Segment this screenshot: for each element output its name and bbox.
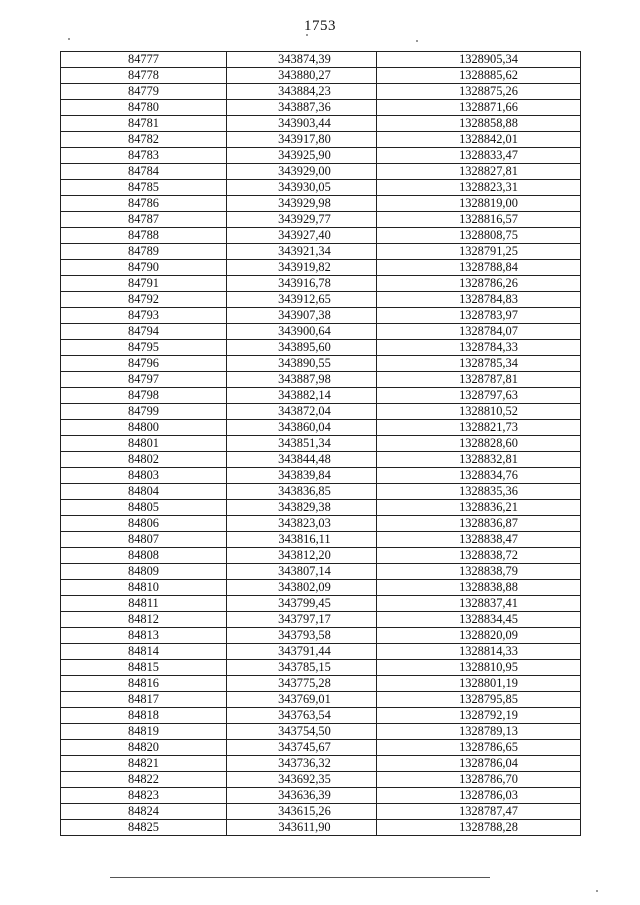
- table-row: [61, 356, 581, 372]
- point-number-cell: 84785: [61, 180, 227, 196]
- x-coordinate-cell: 343785,15: [227, 660, 377, 676]
- table-row: [61, 660, 581, 676]
- y-coordinate-cell: 1328819,00: [377, 196, 581, 212]
- y-coordinate-cell: 1328784,83: [377, 292, 581, 308]
- point-number-cell: 84814: [61, 644, 227, 660]
- x-coordinate-cell: 343807,14: [227, 564, 377, 580]
- point-number-cell: 84779: [61, 84, 227, 100]
- x-coordinate-cell: 343775,28: [227, 676, 377, 692]
- table-row: [61, 596, 581, 612]
- point-number-cell: 84821: [61, 756, 227, 772]
- table-row: [61, 516, 581, 532]
- table-row: [61, 644, 581, 660]
- x-coordinate-cell: 343823,03: [227, 516, 377, 532]
- table-row: [61, 148, 581, 164]
- table-row: [61, 196, 581, 212]
- x-coordinate-cell: 343916,78: [227, 276, 377, 292]
- point-number-cell: 84790: [61, 260, 227, 276]
- y-coordinate-cell: 1328836,87: [377, 516, 581, 532]
- point-number-cell: 84801: [61, 436, 227, 452]
- y-coordinate-cell: 1328835,36: [377, 484, 581, 500]
- point-number-cell: 84788: [61, 228, 227, 244]
- y-coordinate-cell: 1328827,81: [377, 164, 581, 180]
- table-row: [61, 260, 581, 276]
- x-coordinate-cell: 343802,09: [227, 580, 377, 596]
- point-number-cell: 84820: [61, 740, 227, 756]
- x-coordinate-cell: 343791,44: [227, 644, 377, 660]
- point-number-cell: 84782: [61, 132, 227, 148]
- table-row: [61, 212, 581, 228]
- table-row: [61, 772, 581, 788]
- table-row: [61, 692, 581, 708]
- point-number-cell: 84822: [61, 772, 227, 788]
- y-coordinate-cell: 1328836,21: [377, 500, 581, 516]
- table-row: [61, 484, 581, 500]
- y-coordinate-cell: 1328834,45: [377, 612, 581, 628]
- x-coordinate-cell: 343921,34: [227, 244, 377, 260]
- point-number-cell: 84824: [61, 804, 227, 820]
- y-coordinate-cell: 1328820,09: [377, 628, 581, 644]
- y-coordinate-cell: 1328838,79: [377, 564, 581, 580]
- y-coordinate-cell: 1328784,07: [377, 324, 581, 340]
- point-number-cell: 84796: [61, 356, 227, 372]
- table-row: [61, 388, 581, 404]
- scan-speck: [306, 34, 308, 36]
- y-coordinate-cell: 1328885,62: [377, 68, 581, 84]
- y-coordinate-cell: 1328788,84: [377, 260, 581, 276]
- point-number-cell: 84792: [61, 292, 227, 308]
- point-number-cell: 84800: [61, 420, 227, 436]
- y-coordinate-cell: 1328795,85: [377, 692, 581, 708]
- table-row: [61, 420, 581, 436]
- table-row: [61, 724, 581, 740]
- table-row: [61, 84, 581, 100]
- point-number-cell: 84812: [61, 612, 227, 628]
- table-row: [61, 676, 581, 692]
- point-number-cell: 84793: [61, 308, 227, 324]
- table-row: [61, 228, 581, 244]
- table-row: [61, 436, 581, 452]
- y-coordinate-cell: 1328801,19: [377, 676, 581, 692]
- y-coordinate-cell: 1328810,52: [377, 404, 581, 420]
- point-number-cell: 84823: [61, 788, 227, 804]
- point-number-cell: 84809: [61, 564, 227, 580]
- scan-bottom-line: [110, 877, 490, 878]
- x-coordinate-cell: 343880,27: [227, 68, 377, 84]
- x-coordinate-cell: 343844,48: [227, 452, 377, 468]
- point-number-cell: 84786: [61, 196, 227, 212]
- point-number-cell: 84787: [61, 212, 227, 228]
- table-row: [61, 276, 581, 292]
- y-coordinate-cell: 1328786,04: [377, 756, 581, 772]
- y-coordinate-cell: 1328832,81: [377, 452, 581, 468]
- y-coordinate-cell: 1328783,97: [377, 308, 581, 324]
- x-coordinate-cell: 343839,84: [227, 468, 377, 484]
- x-coordinate-cell: 343754,50: [227, 724, 377, 740]
- page-number: 1753: [304, 18, 336, 34]
- point-number-cell: 84816: [61, 676, 227, 692]
- x-coordinate-cell: 343692,35: [227, 772, 377, 788]
- x-coordinate-cell: 343860,04: [227, 420, 377, 436]
- table-row: [61, 756, 581, 772]
- point-number-cell: 84804: [61, 484, 227, 500]
- x-coordinate-cell: 343769,01: [227, 692, 377, 708]
- table-row: [61, 548, 581, 564]
- x-coordinate-cell: 343745,67: [227, 740, 377, 756]
- x-coordinate-cell: 343887,36: [227, 100, 377, 116]
- table-row: [61, 180, 581, 196]
- table-row: [61, 324, 581, 340]
- x-coordinate-cell: 343799,45: [227, 596, 377, 612]
- y-coordinate-cell: 1328875,26: [377, 84, 581, 100]
- x-coordinate-cell: 343874,39: [227, 52, 377, 68]
- point-number-cell: 84799: [61, 404, 227, 420]
- y-coordinate-cell: 1328834,76: [377, 468, 581, 484]
- table-row: [61, 580, 581, 596]
- y-coordinate-cell: 1328786,65: [377, 740, 581, 756]
- point-number-cell: 84791: [61, 276, 227, 292]
- x-coordinate-cell: 343927,40: [227, 228, 377, 244]
- y-coordinate-cell: 1328871,66: [377, 100, 581, 116]
- y-coordinate-cell: 1328833,47: [377, 148, 581, 164]
- x-coordinate-cell: 343895,60: [227, 340, 377, 356]
- y-coordinate-cell: 1328905,34: [377, 52, 581, 68]
- x-coordinate-cell: 343636,39: [227, 788, 377, 804]
- x-coordinate-cell: 343763,54: [227, 708, 377, 724]
- y-coordinate-cell: 1328828,60: [377, 436, 581, 452]
- point-number-cell: 84802: [61, 452, 227, 468]
- point-number-cell: 84797: [61, 372, 227, 388]
- table-row: [61, 564, 581, 580]
- y-coordinate-cell: 1328789,13: [377, 724, 581, 740]
- point-number-cell: 84815: [61, 660, 227, 676]
- table-row: [61, 708, 581, 724]
- point-number-cell: 84825: [61, 820, 227, 836]
- x-coordinate-cell: 343912,65: [227, 292, 377, 308]
- table-row: [61, 740, 581, 756]
- y-coordinate-cell: 1328858,88: [377, 116, 581, 132]
- y-coordinate-cell: 1328837,41: [377, 596, 581, 612]
- table-row: [61, 164, 581, 180]
- point-number-cell: 84818: [61, 708, 227, 724]
- point-number-cell: 84794: [61, 324, 227, 340]
- y-coordinate-cell: 1328792,19: [377, 708, 581, 724]
- y-coordinate-cell: 1328838,47: [377, 532, 581, 548]
- y-coordinate-cell: 1328821,73: [377, 420, 581, 436]
- y-coordinate-cell: 1328788,28: [377, 820, 581, 836]
- x-coordinate-cell: 343884,23: [227, 84, 377, 100]
- x-coordinate-cell: 343615,26: [227, 804, 377, 820]
- point-number-cell: 84805: [61, 500, 227, 516]
- table-row: [61, 452, 581, 468]
- y-coordinate-cell: 1328823,31: [377, 180, 581, 196]
- x-coordinate-cell: 343925,90: [227, 148, 377, 164]
- scan-speck: [416, 40, 418, 42]
- point-number-cell: 84795: [61, 340, 227, 356]
- point-number-cell: 84798: [61, 388, 227, 404]
- x-coordinate-cell: 343903,44: [227, 116, 377, 132]
- y-coordinate-cell: 1328785,34: [377, 356, 581, 372]
- y-coordinate-cell: 1328786,03: [377, 788, 581, 804]
- y-coordinate-cell: 1328808,75: [377, 228, 581, 244]
- table-row: [61, 68, 581, 84]
- table-row: [61, 292, 581, 308]
- point-number-cell: 84807: [61, 532, 227, 548]
- scan-speck: [596, 890, 598, 892]
- x-coordinate-cell: 343736,32: [227, 756, 377, 772]
- x-coordinate-cell: 343929,77: [227, 212, 377, 228]
- x-coordinate-cell: 343930,05: [227, 180, 377, 196]
- table-row: [61, 372, 581, 388]
- y-coordinate-cell: 1328814,33: [377, 644, 581, 660]
- point-number-cell: 84783: [61, 148, 227, 164]
- table-row: [61, 308, 581, 324]
- x-coordinate-cell: 343793,58: [227, 628, 377, 644]
- y-coordinate-cell: 1328787,47: [377, 804, 581, 820]
- table-row: [61, 500, 581, 516]
- table-row: [61, 340, 581, 356]
- y-coordinate-cell: 1328816,57: [377, 212, 581, 228]
- x-coordinate-cell: 343851,34: [227, 436, 377, 452]
- table-row: [61, 628, 581, 644]
- table-row: [61, 100, 581, 116]
- point-number-cell: 84803: [61, 468, 227, 484]
- y-coordinate-cell: 1328797,63: [377, 388, 581, 404]
- table-row: [61, 52, 581, 68]
- y-coordinate-cell: 1328787,81: [377, 372, 581, 388]
- point-number-cell: 84808: [61, 548, 227, 564]
- x-coordinate-cell: 343836,85: [227, 484, 377, 500]
- point-number-cell: 84811: [61, 596, 227, 612]
- x-coordinate-cell: 343890,55: [227, 356, 377, 372]
- x-coordinate-cell: 343917,80: [227, 132, 377, 148]
- point-number-cell: 84778: [61, 68, 227, 84]
- point-number-cell: 84781: [61, 116, 227, 132]
- table-row: [61, 116, 581, 132]
- point-number-cell: 84780: [61, 100, 227, 116]
- y-coordinate-cell: 1328784,33: [377, 340, 581, 356]
- table-row: [61, 788, 581, 804]
- point-number-cell: 84777: [61, 52, 227, 68]
- point-number-cell: 84817: [61, 692, 227, 708]
- x-coordinate-cell: 343919,82: [227, 260, 377, 276]
- table-row: [61, 804, 581, 820]
- x-coordinate-cell: 343900,64: [227, 324, 377, 340]
- x-coordinate-cell: 343907,38: [227, 308, 377, 324]
- x-coordinate-cell: 343611,90: [227, 820, 377, 836]
- x-coordinate-cell: 343872,04: [227, 404, 377, 420]
- x-coordinate-cell: 343829,38: [227, 500, 377, 516]
- table-row: [61, 404, 581, 420]
- x-coordinate-cell: 343929,98: [227, 196, 377, 212]
- table-row: [61, 132, 581, 148]
- y-coordinate-cell: 1328838,88: [377, 580, 581, 596]
- point-number-cell: 84810: [61, 580, 227, 596]
- x-coordinate-cell: 343929,00: [227, 164, 377, 180]
- y-coordinate-cell: 1328786,26: [377, 276, 581, 292]
- table-row: [61, 532, 581, 548]
- y-coordinate-cell: 1328786,70: [377, 772, 581, 788]
- coordinates-table: [60, 51, 581, 836]
- y-coordinate-cell: 1328810,95: [377, 660, 581, 676]
- point-number-cell: 84789: [61, 244, 227, 260]
- x-coordinate-cell: 343797,17: [227, 612, 377, 628]
- table-row: [61, 612, 581, 628]
- scan-speck: [68, 38, 70, 40]
- y-coordinate-cell: 1328842,01: [377, 132, 581, 148]
- y-coordinate-cell: 1328791,25: [377, 244, 581, 260]
- table-row: [61, 468, 581, 484]
- table-row: [61, 820, 581, 836]
- y-coordinate-cell: 1328838,72: [377, 548, 581, 564]
- coordinates-table-body: [61, 52, 581, 836]
- x-coordinate-cell: 343887,98: [227, 372, 377, 388]
- point-number-cell: 84819: [61, 724, 227, 740]
- point-number-cell: 84806: [61, 516, 227, 532]
- x-coordinate-cell: 343812,20: [227, 548, 377, 564]
- table-row: [61, 244, 581, 260]
- point-number-cell: 84813: [61, 628, 227, 644]
- point-number-cell: 84784: [61, 164, 227, 180]
- x-coordinate-cell: 343816,11: [227, 532, 377, 548]
- x-coordinate-cell: 343882,14: [227, 388, 377, 404]
